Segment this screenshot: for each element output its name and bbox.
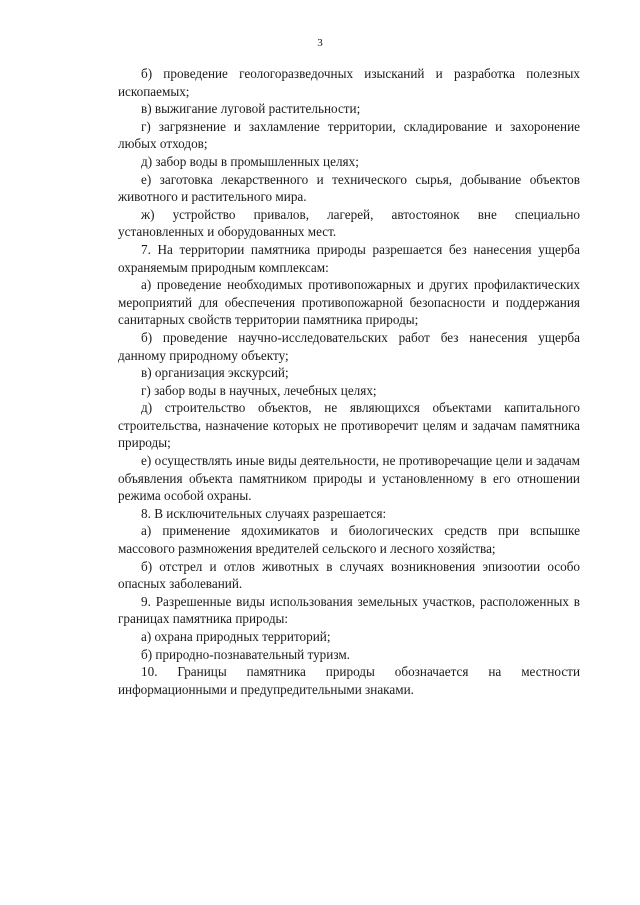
paragraph: б) проведение геологоразведочных изысканий и разработка полезных ископаемых; bbox=[118, 66, 580, 99]
paragraph: б) проведение научно-исследовательских работ без нанесения ущерба данному природному объекту; bbox=[118, 329, 580, 363]
paragraph: ж) устройство привалов, лагерей, автостоянок вне специально установленных и оборудованных мест. bbox=[118, 206, 580, 240]
paragraph: б) природно-познавательный туризм. bbox=[141, 646, 350, 662]
paragraph: е) заготовка лекарственного и технического сырья, добывание объектов животного и растительного мира. bbox=[118, 171, 580, 205]
paragraph: в) организация экскурсий; bbox=[141, 365, 289, 381]
paragraph: г) загрязнение и захламление территории, складирование и захоронение любых отходов; bbox=[118, 118, 580, 152]
paragraph: д) строительство объектов, не являющихся объектами капитального строительства, назначение которых не противоречит целям и задачам памятника природы; bbox=[118, 400, 580, 451]
paragraph: д) забор воды в промышленных целях; bbox=[141, 153, 359, 169]
paragraph: е) осуществлять иные виды деятельности, не противоречащие цели и задачам объявления объекта памятником природы и установленному в его отношении режима особой охраны. bbox=[118, 453, 580, 504]
document-body bbox=[118, 65, 580, 698]
paragraph: б) отстрел и отлов животных в случаях возникновения эпизоотии особо опасных заболеваний. bbox=[118, 558, 580, 592]
paragraph: г) забор воды в научных, лечебных целях; bbox=[141, 382, 377, 398]
section-heading-7: 7. На территории памятника природы разрешается без нанесения ущерба охраняемым природным комплексам: bbox=[118, 241, 580, 275]
paragraph: в) выжигание луговой растительности; bbox=[141, 101, 361, 117]
section-heading-10: 10. Границы памятника природы обозначается на местности информационными и предупредительными знаками. bbox=[118, 664, 580, 697]
paragraph: а) применение ядохимикатов и биологических средств при вспышке массового размножения вредителей сельского и лесного хозяйства; bbox=[118, 523, 580, 557]
paragraph: а) проведение необходимых противопожарных и других профилактических мероприятий для обеспечения противопожарной безопасности и поддержания санитарных свойств территории памятника природы; bbox=[118, 277, 580, 328]
page-number: 3 bbox=[317, 37, 323, 49]
section-heading-9: 9. Разрешенные виды использования земельных участков, расположенных в границах памятника природы: bbox=[118, 593, 580, 627]
paragraph: а) охрана природных территорий; bbox=[141, 629, 331, 644]
section-heading-8: 8. В исключительных случаях разрешается: bbox=[141, 505, 387, 521]
